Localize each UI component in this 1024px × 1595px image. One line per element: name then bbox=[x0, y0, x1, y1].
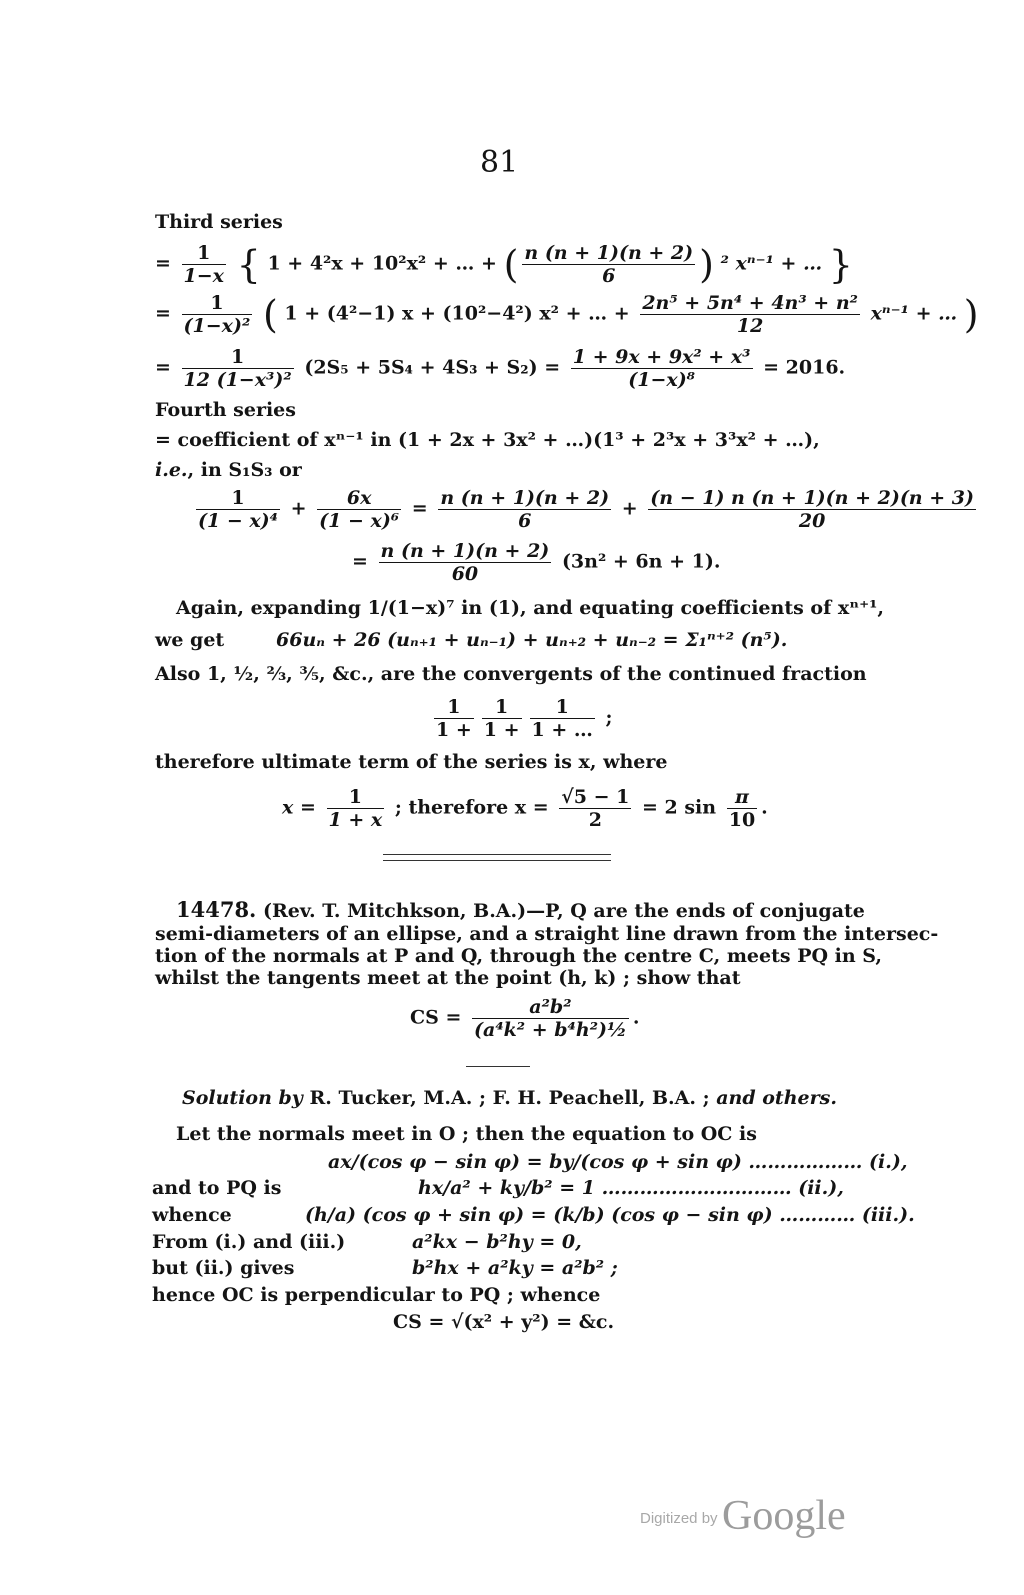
open-paren: ( bbox=[262, 292, 278, 337]
hence-line: hence OC is perpendicular to PQ ; whence bbox=[152, 1284, 601, 1306]
numerator: (n − 1) n (n + 1)(n + 2)(n + 3) bbox=[650, 487, 974, 509]
equation-from: a²kx − b²hy = 0, bbox=[412, 1231, 582, 1253]
third-series-line-2 bbox=[155, 292, 979, 337]
close-paren: ) bbox=[699, 242, 714, 287]
cs-formula bbox=[410, 996, 639, 1041]
denominator: 10 bbox=[728, 809, 756, 831]
whence-label: whence bbox=[152, 1204, 232, 1226]
series-tail: ² xⁿ⁻¹ + … bbox=[720, 252, 823, 275]
page-number: 81 bbox=[480, 145, 519, 180]
open-brace: { bbox=[236, 242, 261, 287]
denominator: (1 − x)⁴ bbox=[198, 510, 278, 532]
numerator: 1 bbox=[530, 696, 595, 719]
denominator: (1 − x)⁶ bbox=[319, 510, 400, 532]
fourth-series-line-2 bbox=[155, 458, 302, 482]
equation-ii: hx/a² + ky/b² = 1 ………………………… (ii.), bbox=[418, 1177, 844, 1199]
denominator: (1−x)² bbox=[183, 315, 251, 337]
fourth-series-equation-2 bbox=[352, 540, 720, 585]
solution-authors: R. Tucker, M.A. ; F. H. Peachell, B.A. ; bbox=[309, 1087, 710, 1109]
series-tail: xⁿ⁻¹ + … bbox=[870, 302, 958, 325]
period: . bbox=[761, 796, 768, 819]
fraction bbox=[182, 346, 294, 391]
separator-rule-bottom bbox=[383, 860, 611, 861]
again-line-1: Again, expanding 1/(1−x)⁷ in (1), and equating coefficients of xⁿ⁺¹, bbox=[176, 597, 885, 619]
numerator: n (n + 1)(n + 2) bbox=[380, 540, 550, 562]
fraction bbox=[640, 292, 860, 337]
third-series-line-3 bbox=[155, 346, 845, 391]
numerator: 1 bbox=[434, 696, 474, 719]
fraction bbox=[571, 346, 753, 391]
fraction bbox=[438, 487, 611, 532]
cs-final: CS = √(x² + y²) = &c. bbox=[393, 1311, 615, 1333]
fourth-series-heading: Fourth series bbox=[155, 399, 296, 421]
fourth-series-line-1: = coefficient of xⁿ⁻¹ in (1 + 2x + 3x² + …)(1³ + 2³x + 3³x² + …), bbox=[155, 429, 820, 451]
denominator: 1 + … bbox=[531, 719, 593, 741]
denominator: 6 bbox=[518, 510, 532, 532]
fraction bbox=[559, 786, 631, 831]
therefore-text: ; therefore x = bbox=[394, 796, 549, 819]
semicolon: ; bbox=[605, 706, 613, 729]
equals-sign: = bbox=[155, 302, 171, 325]
equation-iii: (h/a) (cos φ + sin φ) = (k/b) (cos φ − sin φ) ………… (iii.). bbox=[305, 1204, 915, 1226]
fraction bbox=[648, 487, 976, 532]
plus-sign: + bbox=[621, 497, 638, 520]
sum-expression: (2S₅ + 5S₄ + 4S₃ + S₂) = bbox=[304, 356, 561, 379]
numerator: a²b² bbox=[472, 996, 629, 1019]
watermark-prefix: Digitized by bbox=[640, 1510, 718, 1527]
recurrence-equation: 66uₙ + 26 (uₙ₊₁ + uₙ₋₁) + uₙ₊₂ + uₙ₋₂ = Σ₁ⁿ⁺² (n⁵). bbox=[276, 629, 788, 651]
problem-author: (Rev. T. Mitchkson, B.A.) bbox=[263, 900, 527, 922]
denominator: 2 bbox=[588, 809, 602, 831]
solution-line-1: Let the normals meet in O ; then the equation to OC is bbox=[176, 1123, 757, 1145]
fraction bbox=[434, 696, 474, 741]
separator-rule-top bbox=[383, 854, 611, 855]
fraction bbox=[727, 786, 757, 831]
denominator: 12 bbox=[736, 315, 764, 337]
ie-abbrev: i.e. bbox=[155, 459, 188, 481]
short-rule bbox=[466, 1066, 530, 1067]
equation-lhs: x = bbox=[282, 796, 316, 819]
problem-text: —P, Q are the ends of conjugate bbox=[526, 900, 865, 922]
numerator: 1 + 9x + 9x² + x³ bbox=[572, 346, 751, 368]
denominator: 20 bbox=[798, 510, 826, 532]
equals-sign: = bbox=[411, 497, 428, 520]
google-logo: Google bbox=[722, 1493, 846, 1539]
equation-lhs: CS = bbox=[410, 1006, 462, 1029]
fraction bbox=[182, 242, 226, 287]
fraction bbox=[182, 292, 253, 337]
third-series-line-1 bbox=[155, 242, 853, 287]
equals-sign: = bbox=[352, 550, 368, 573]
denominator: 6 bbox=[602, 265, 616, 287]
denominator: 60 bbox=[451, 563, 479, 585]
numerator: 1 bbox=[327, 786, 385, 809]
period: . bbox=[632, 1006, 640, 1029]
denominator: 1 + bbox=[483, 719, 520, 741]
numerator: 1 bbox=[182, 346, 294, 369]
but-label: but (ii.) gives bbox=[152, 1257, 295, 1279]
sine-expression: = 2 sin bbox=[641, 796, 717, 819]
third-series-heading: Third series bbox=[155, 211, 283, 233]
fraction bbox=[327, 786, 385, 831]
line-text: , in S₁S₃ or bbox=[187, 459, 302, 481]
equation-i: ax/(cos φ − sin φ) = by/(cos φ + sin φ) ……………… (i.), bbox=[328, 1151, 908, 1173]
problem-number: 14478. bbox=[176, 897, 257, 922]
golden-ratio-equation bbox=[282, 786, 768, 831]
numerator: 1 bbox=[182, 292, 253, 315]
numerator: 6x bbox=[317, 487, 401, 510]
fraction bbox=[317, 487, 401, 532]
denominator: 1−x bbox=[183, 265, 225, 287]
numerator: 2n⁵ + 5n⁴ + 4n³ + n² bbox=[642, 292, 858, 314]
close-brace: } bbox=[828, 242, 853, 287]
continued-fraction bbox=[430, 696, 613, 741]
pq-label: and to PQ is bbox=[152, 1177, 282, 1199]
problem-line-1 bbox=[176, 898, 865, 923]
equals-sign: = bbox=[155, 252, 171, 275]
from-label: From (i.) and (iii.) bbox=[152, 1231, 346, 1253]
fraction bbox=[379, 540, 552, 585]
problem-line-3: tion of the normals at P and Q, through the centre C, meets PQ in S, bbox=[155, 945, 882, 967]
also-line-3: therefore ultimate term of the series is x, where bbox=[155, 751, 668, 773]
fourth-series-equation-1 bbox=[192, 487, 980, 532]
denominator: (1−x)⁸ bbox=[628, 369, 696, 391]
fraction bbox=[482, 696, 522, 741]
numerator: 1 bbox=[482, 696, 522, 719]
series-terms: 1 + (4²−1) x + (10²−4²) x² + … + bbox=[284, 302, 630, 325]
denominator: 1 + bbox=[436, 719, 472, 741]
open-paren: ( bbox=[503, 242, 519, 287]
equals-sign: = bbox=[155, 356, 171, 379]
numerator: √5 − 1 bbox=[561, 786, 630, 808]
also-line-1: Also 1, ½, ⅔, ⅗, &c., are the convergents of the continued fraction bbox=[155, 663, 867, 685]
and-others: and others. bbox=[716, 1087, 837, 1109]
plus-sign: + bbox=[290, 497, 307, 520]
numerator: n (n + 1)(n + 2) bbox=[524, 242, 694, 264]
close-paren: ) bbox=[963, 292, 979, 337]
problem-line-2: semi-diameters of an ellipse, and a straight line drawn from the intersec- bbox=[155, 923, 939, 945]
denominator: 1 + x bbox=[328, 809, 383, 831]
fraction bbox=[196, 487, 280, 532]
problem-line-4: whilst the tangents meet at the point (h, k) ; show that bbox=[155, 967, 741, 989]
equation-but: b²hx + a²ky = a²b² ; bbox=[412, 1257, 618, 1279]
numerator: n (n + 1)(n + 2) bbox=[440, 487, 610, 509]
result: = 2016. bbox=[763, 356, 846, 379]
series-terms: 1 + 4²x + 10²x² + … + bbox=[267, 252, 497, 275]
fraction bbox=[522, 242, 695, 287]
solution-heading bbox=[182, 1086, 837, 1110]
digitized-watermark bbox=[640, 1492, 846, 1540]
numerator: 1 bbox=[196, 487, 280, 510]
fraction bbox=[530, 696, 595, 741]
we-get-label: we get bbox=[155, 629, 225, 651]
expression-tail: (3n² + 6n + 1). bbox=[561, 550, 721, 573]
numerator: π bbox=[727, 786, 757, 809]
fraction bbox=[472, 996, 629, 1041]
numerator: 1 bbox=[182, 242, 226, 265]
denominator: 12 (1−x³)² bbox=[183, 369, 292, 391]
solution-by: Solution by bbox=[182, 1087, 303, 1109]
denominator: (a⁴k² + b⁴h²)½ bbox=[474, 1019, 627, 1041]
